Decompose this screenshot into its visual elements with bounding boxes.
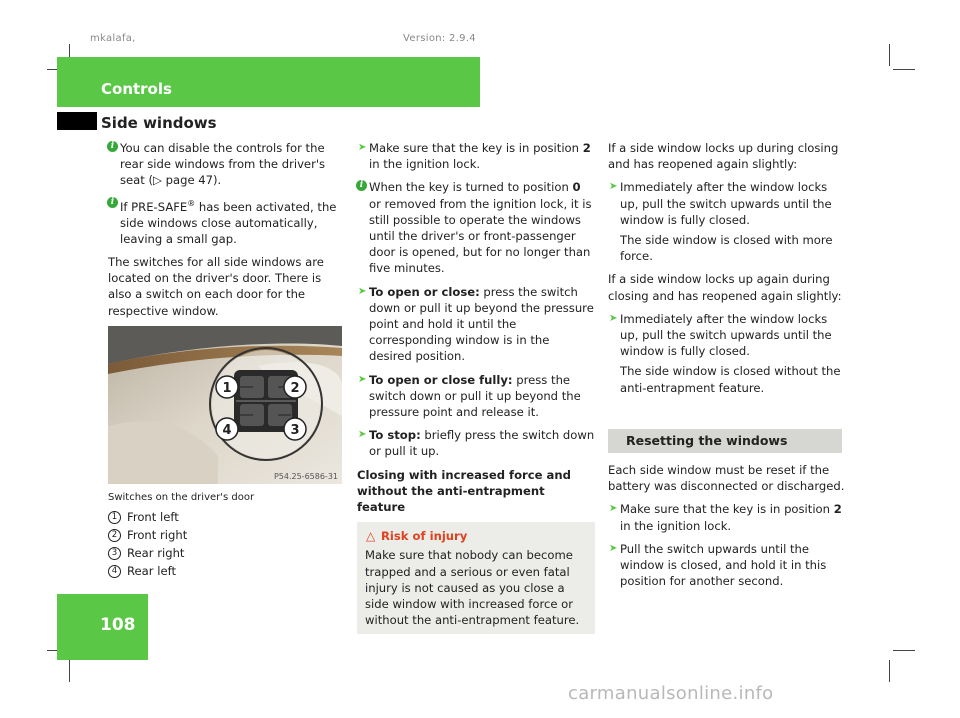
warning-box <box>357 522 595 634</box>
note-text: has been activated, the side windows close automatically, leaving a small gap. <box>120 199 337 246</box>
page-number: 108 <box>100 615 136 635</box>
note-text: If PRE-SAFE <box>120 199 188 214</box>
column-3 <box>608 140 846 596</box>
key-position: 2 <box>582 141 591 155</box>
column-2 <box>357 140 595 634</box>
legend-text: Rear right <box>127 546 185 561</box>
info-note <box>357 179 595 276</box>
legend-item <box>108 526 348 544</box>
callout-1 <box>216 376 238 398</box>
warning-title-text: Risk of injury <box>381 529 468 544</box>
info-icon: i <box>107 197 118 208</box>
note-text: or removed from the ignition lock, it is still possible to operate the windows until the driver's or front-passenger door is opened, but for no longer than five minutes. <box>369 196 592 276</box>
instruction-text: Immediately after the window locks up, pull the switch upwards until the window is fully closed. <box>620 180 832 227</box>
instruction-text: Immediately after the window locks up, pull the switch upwards until the window is fully closed. <box>620 311 832 359</box>
legend-number: 1 <box>108 511 121 524</box>
door-switches-illustration <box>108 326 342 484</box>
instruction-item <box>357 284 595 365</box>
instruction-text: briefly press the switch down or pull it up. <box>369 428 595 459</box>
instruction-lead: To open or close: <box>369 284 480 299</box>
callout-label: 2 <box>290 380 300 396</box>
instruction-item <box>357 427 595 459</box>
paragraph: If a side window locks up during closing and has reopened again slightly: <box>608 141 839 172</box>
result-text: The side window is closed with more force. <box>620 233 833 264</box>
arrow-bullet-icon: ➤ <box>358 373 367 385</box>
instruction-item <box>608 179 846 264</box>
arrow-bullet-icon: ➤ <box>358 142 367 153</box>
info-icon: i <box>356 180 367 191</box>
legend-number: 3 <box>108 547 121 560</box>
info-icon: i <box>107 141 118 152</box>
callout-label: 4 <box>222 422 232 438</box>
instruction-item <box>357 140 595 172</box>
instruction-item <box>608 541 846 590</box>
legend-number: 4 <box>108 565 121 578</box>
arrow-bullet-icon: ➤ <box>609 312 618 324</box>
crop-mark <box>893 69 915 70</box>
print-meta-right: Version: 2.9.4 <box>403 33 476 44</box>
warning-text: Make sure that nobody can become trapped and a serious or even fatal injury is not caused as you close a side window with increased force or without the anti-entrapment feature. <box>365 548 580 628</box>
instruction-text: Pull the switch upwards until the window is closed, and hold it in this position for another second. <box>620 541 827 589</box>
callout-4 <box>216 418 238 440</box>
arrow-bullet-icon: ➤ <box>358 285 367 297</box>
print-meta-left: mkalafa, <box>90 33 136 44</box>
instruction-text: Make sure that the key is in position <box>620 502 834 517</box>
key-position: 2 <box>833 502 842 517</box>
instruction-lead: To stop: <box>369 428 421 443</box>
warning-triangle-icon: △ <box>366 529 376 544</box>
legend-text: Front left <box>127 510 179 525</box>
info-note <box>108 140 348 189</box>
instruction-item <box>608 501 846 533</box>
instruction-item <box>357 372 595 421</box>
arrow-bullet-icon: ➤ <box>609 181 618 193</box>
instruction-text: press the switch down or pull it up beyond the pressure point and hold it until the corresponding window is in the desired position. <box>369 284 594 364</box>
watermark: carmanualsonline.info <box>568 683 774 704</box>
crop-mark <box>889 660 890 682</box>
legend-number: 2 <box>108 529 121 542</box>
instruction-text: Make sure that the key is in position <box>369 141 583 155</box>
paragraph: If a side window locks up again during closing and has reopened again slightly: <box>608 272 842 303</box>
arrow-bullet-icon: ➤ <box>609 503 618 515</box>
figure-caption: Switches on the driver's door <box>108 491 255 503</box>
legend-item <box>108 562 348 580</box>
figure-code: P54.25-6586-31 <box>273 471 338 481</box>
warning-title <box>365 528 587 544</box>
key-position: 0 <box>572 180 581 195</box>
crop-mark <box>889 44 890 66</box>
legend <box>108 508 348 580</box>
section-marker <box>57 112 97 130</box>
instruction-text: press the switch down or pull it up beyond the pressure point and release it. <box>369 372 581 420</box>
paragraph: The switches for all side windows are located on the driver's door. There is also a switch on each door for the respective window. <box>108 255 324 318</box>
legend-item <box>108 544 348 562</box>
paragraph: Each side window must be reset if the battery was disconnected or discharged. <box>608 463 845 494</box>
section-heading-resetting: Resetting the windows <box>608 429 842 453</box>
registered-mark: ® <box>187 198 196 208</box>
legend-text: Front right <box>127 528 188 543</box>
instruction-text: in the ignition lock. <box>620 518 732 533</box>
legend-item <box>108 508 348 526</box>
callout-label: 3 <box>290 422 300 438</box>
instruction-text: in the ignition lock. <box>369 157 481 172</box>
info-note <box>108 196 348 247</box>
note-text: When the key is turned to position <box>369 180 573 195</box>
column-1 <box>108 140 348 580</box>
section-title: Side windows <box>101 114 217 132</box>
subheading: Closing with increased force and without the anti-entrapment feature <box>357 467 571 515</box>
result-text: The side window is closed without the anti-entrapment feature. <box>620 364 841 395</box>
chapter-title: Controls <box>101 80 172 98</box>
instruction-lead: To open or close fully: <box>369 372 513 387</box>
crop-mark <box>69 660 70 682</box>
note-text: You can disable the controls for the rear side windows from the driver's seat (▷ page 47). <box>120 141 326 188</box>
arrow-bullet-icon: ➤ <box>358 429 367 441</box>
arrow-bullet-icon: ➤ <box>609 542 618 554</box>
callout-label: 1 <box>222 380 232 396</box>
legend-text: Rear left <box>127 564 177 579</box>
door-switches-figure <box>108 326 342 484</box>
callout-3 <box>284 418 306 440</box>
callout-2 <box>284 376 306 398</box>
instruction-item <box>608 311 846 396</box>
crop-mark <box>893 650 915 651</box>
